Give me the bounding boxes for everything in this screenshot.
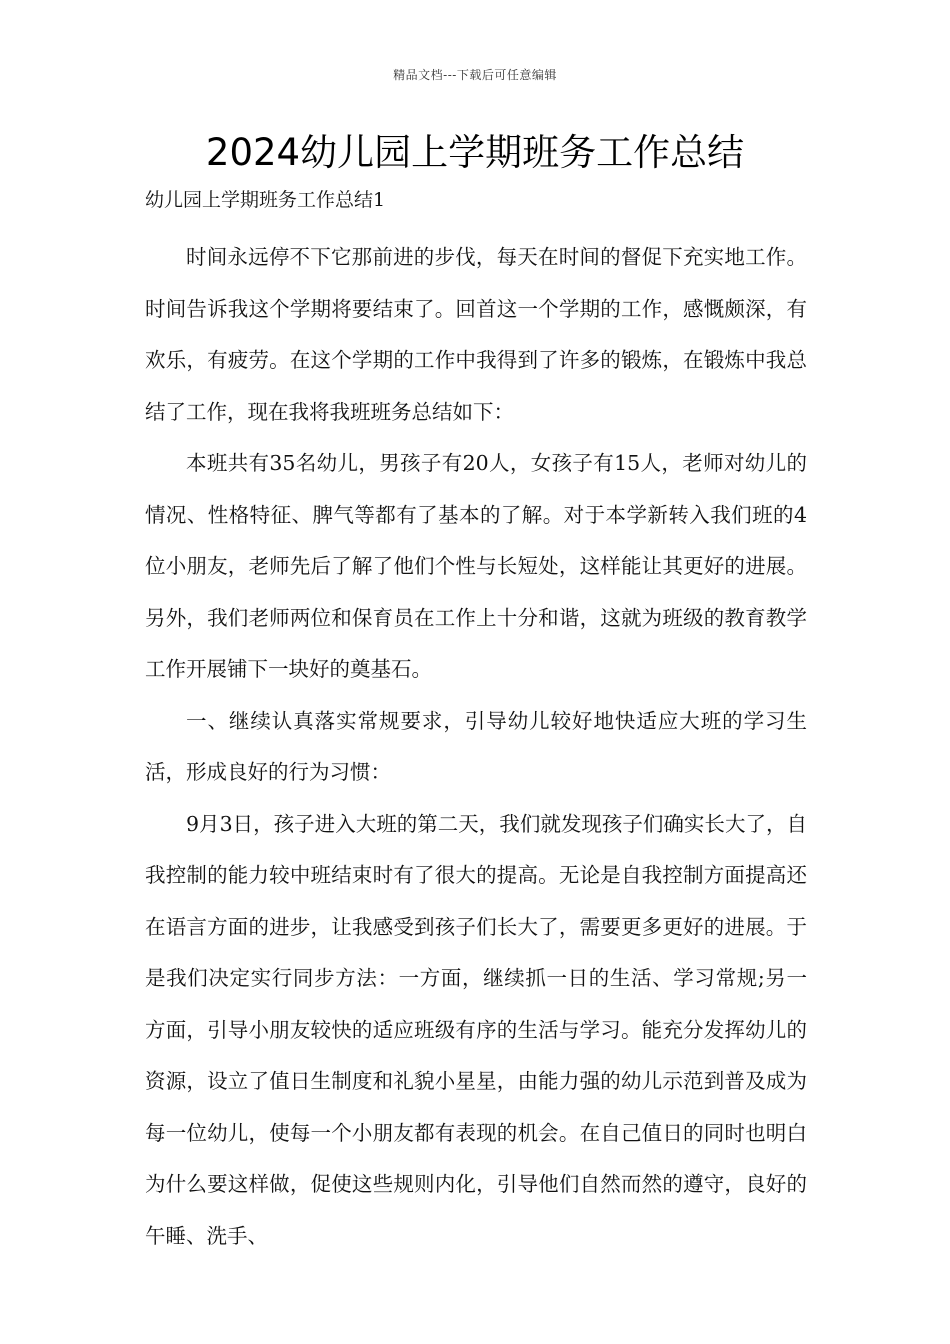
- page-title: 2024幼儿园上学期班务工作总结: [205, 131, 745, 174]
- header-note: 精品文档---下载后可任意编辑: [393, 68, 557, 82]
- paragraph-intro: 时间永远停不下它那前进的步伐，每天在时间的督促下充实地工作。时间告诉我这个学期将要结束了。回首这一个学期的工作，感慨颇深，有欢乐，有疲劳。在这个学期的工作中我得到了许多的锻炼，在锻炼中我总结了工作，现在我将我班班务总结如下：: [145, 245, 807, 424]
- document-subtitle: 幼儿园上学期班务工作总结1: [145, 189, 386, 211]
- paragraph-class-overview: 本班共有35名幼儿，男孩子有20人，女孩子有15人，老师对幼儿的情况、性格特征、脾气等都有了基本的了解。对于本学新转入我们班的4位小朋友，老师先后了解了他们个性与长短处，这样能让其更好的进展。另外，我们老师两位和保育员在工作上十分和谐，这就为班级的教育教学工作开展铺下一块好的奠基石。: [145, 451, 807, 681]
- paragraph-section-one-body: 9月3日，孩子进入大班的第二天，我们就发现孩子们确实长大了，自我控制的能力较中班结束时有了很大的提高。无论是自我控制方面提高还在语言方面的进步，让我感受到孩子们长大了，需要更多更好的进展。于是我们决定实行同步方法：一方面，继续抓一日的生活、学习常规;另一方面，引导小朋友较快的适应班级有序的生活与学习。能充分发挥幼儿的资源，设立了值日生制度和礼貌小星星，由能力强的幼儿示范到普及成为每一位幼儿，使每一个小朋友都有表现的机会。在自己值日的同时也明白为什么要这样做，促使这些规则内化，引导他们自然而然的遵守，良好的午睡、洗手、: [145, 811, 807, 1248]
- document-body: [145, 232, 807, 1262]
- paragraph-section-one-heading: 一、继续认真落实常规要求，引导幼儿较好地快适应大班的学习生活，形成良好的行为习惯：: [145, 708, 807, 784]
